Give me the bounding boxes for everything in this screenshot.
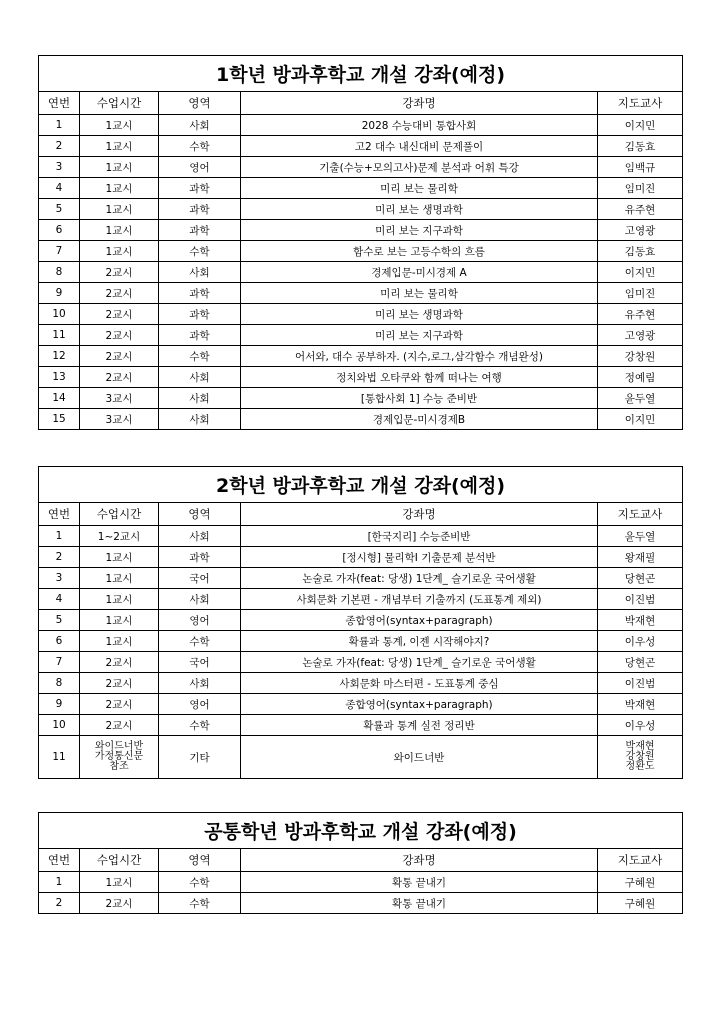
cell-teacher: 이진범 xyxy=(598,673,683,694)
table-row xyxy=(39,893,683,914)
cell-subject: 영어 xyxy=(159,157,241,178)
table-row xyxy=(39,694,683,715)
table-row xyxy=(39,736,683,779)
cell-course: [정시형] 물리학Ⅰ 기출문제 분석반 xyxy=(241,547,598,568)
table-row xyxy=(39,346,683,367)
cell-teacher: 정예림 xyxy=(598,367,683,388)
column-header-period: 수업시간 xyxy=(80,849,159,872)
cell-course: 사회문화 마스터편 - 도표통계 중심 xyxy=(241,673,598,694)
cell-course: 경제입문-미시경제 A xyxy=(241,262,598,283)
column-header-course: 강좌명 xyxy=(241,849,598,872)
column-header-teacher: 지도교사 xyxy=(598,503,683,526)
cell-teacher: 박재현 xyxy=(598,694,683,715)
cell-number: 11 xyxy=(39,325,80,346)
cell-subject: 수학 xyxy=(159,631,241,652)
cell-teacher: 왕재필 xyxy=(598,547,683,568)
cell-period: 와이드너반 가정통신문 참조 xyxy=(80,736,159,779)
cell-subject: 사회 xyxy=(159,589,241,610)
cell-course: [한국지리] 수능준비반 xyxy=(241,526,598,547)
cell-course: 확률과 통계, 이젠 시작해야지? xyxy=(241,631,598,652)
cell-number: 1 xyxy=(39,115,80,136)
cell-number: 9 xyxy=(39,283,80,304)
table-row xyxy=(39,526,683,547)
cell-period: 2교시 xyxy=(80,673,159,694)
cell-course: 2028 수능대비 통합사회 xyxy=(241,115,598,136)
cell-period: 1교시 xyxy=(80,157,159,178)
cell-subject: 사회 xyxy=(159,409,241,430)
cell-subject: 사회 xyxy=(159,115,241,136)
table-row xyxy=(39,673,683,694)
column-header-number: 연번 xyxy=(39,503,80,526)
cell-teacher: 고영광 xyxy=(598,220,683,241)
cell-course: 경제입문-미시경제B xyxy=(241,409,598,430)
cell-number: 8 xyxy=(39,262,80,283)
column-header-period: 수업시간 xyxy=(80,92,159,115)
cell-period: 1교시 xyxy=(80,115,159,136)
column-header-subject: 영역 xyxy=(159,849,241,872)
table-row xyxy=(39,325,683,346)
cell-number: 7 xyxy=(39,241,80,262)
cell-course: 미리 보는 생명과학 xyxy=(241,304,598,325)
cell-period: 1교시 xyxy=(80,178,159,199)
cell-period: 1교시 xyxy=(80,610,159,631)
cell-subject: 사회 xyxy=(159,673,241,694)
cell-teacher: 임미진 xyxy=(598,283,683,304)
table-row xyxy=(39,872,683,893)
column-header-subject: 영역 xyxy=(159,92,241,115)
cell-teacher: 구혜원 xyxy=(598,872,683,893)
cell-number: 4 xyxy=(39,178,80,199)
cell-course: [통합사회 1] 수능 준비반 xyxy=(241,388,598,409)
cell-subject: 과학 xyxy=(159,199,241,220)
table-row xyxy=(39,715,683,736)
cell-subject: 사회 xyxy=(159,388,241,409)
table-row xyxy=(39,652,683,673)
cell-number: 6 xyxy=(39,631,80,652)
cell-course: 미리 보는 지구과학 xyxy=(241,325,598,346)
table-row xyxy=(39,283,683,304)
column-header-course: 강좌명 xyxy=(241,92,598,115)
cell-teacher: 구혜원 xyxy=(598,893,683,914)
cell-teacher: 이진범 xyxy=(598,589,683,610)
table-row xyxy=(39,178,683,199)
cell-period: 2교시 xyxy=(80,346,159,367)
cell-number: 9 xyxy=(39,694,80,715)
cell-number: 2 xyxy=(39,136,80,157)
cell-period: 2교시 xyxy=(80,893,159,914)
cell-subject: 사회 xyxy=(159,262,241,283)
cell-period: 1교시 xyxy=(80,220,159,241)
cell-course: 논술로 가자(feat: 당생) 1단계_ 슬기로운 국어생활 xyxy=(241,568,598,589)
cell-course: 와이드너반 xyxy=(241,736,598,779)
cell-period: 1교시 xyxy=(80,631,159,652)
cell-period: 1교시 xyxy=(80,589,159,610)
cell-subject: 과학 xyxy=(159,283,241,304)
column-header-period: 수업시간 xyxy=(80,503,159,526)
cell-teacher: 임미진 xyxy=(598,178,683,199)
table-row xyxy=(39,199,683,220)
cell-number: 12 xyxy=(39,346,80,367)
cell-number: 1 xyxy=(39,526,80,547)
cell-period: 1교시 xyxy=(80,568,159,589)
cell-period: 2교시 xyxy=(80,652,159,673)
cell-course: 미리 보는 지구과학 xyxy=(241,220,598,241)
column-header-teacher: 지도교사 xyxy=(598,92,683,115)
cell-number: 1 xyxy=(39,872,80,893)
cell-period: 2교시 xyxy=(80,325,159,346)
table-row xyxy=(39,241,683,262)
cell-number: 6 xyxy=(39,220,80,241)
cell-course: 미리 보는 생명과학 xyxy=(241,199,598,220)
cell-teacher: 당현곤 xyxy=(598,652,683,673)
cell-number: 10 xyxy=(39,715,80,736)
cell-subject: 사회 xyxy=(159,367,241,388)
cell-teacher: 유주현 xyxy=(598,199,683,220)
grade1-table-title: 1학년 방과후학교 개설 강좌(예정) xyxy=(39,56,683,92)
cell-period: 2교시 xyxy=(80,304,159,325)
cell-teacher: 윤두열 xyxy=(598,388,683,409)
cell-teacher: 이지민 xyxy=(598,115,683,136)
cell-teacher: 이우성 xyxy=(598,715,683,736)
table-row xyxy=(39,409,683,430)
cell-teacher: 이우성 xyxy=(598,631,683,652)
column-header-number: 연번 xyxy=(39,92,80,115)
cell-number: 2 xyxy=(39,547,80,568)
table-row xyxy=(39,547,683,568)
cell-number: 10 xyxy=(39,304,80,325)
cell-period: 1교시 xyxy=(80,241,159,262)
cell-teacher: 윤두열 xyxy=(598,526,683,547)
column-header-course: 강좌명 xyxy=(241,503,598,526)
table-row xyxy=(39,115,683,136)
cell-number: 8 xyxy=(39,673,80,694)
cell-number: 3 xyxy=(39,157,80,178)
cell-teacher: 임백규 xyxy=(598,157,683,178)
table-row xyxy=(39,220,683,241)
cell-course: 함수로 보는 고등수학의 흐름 xyxy=(241,241,598,262)
cell-subject: 과학 xyxy=(159,304,241,325)
cell-subject: 수학 xyxy=(159,346,241,367)
cell-subject: 영어 xyxy=(159,610,241,631)
cell-subject: 기타 xyxy=(159,736,241,779)
cell-number: 14 xyxy=(39,388,80,409)
cell-teacher: 김동효 xyxy=(598,241,683,262)
cell-subject: 영어 xyxy=(159,694,241,715)
table-row xyxy=(39,610,683,631)
cell-period: 2교시 xyxy=(80,367,159,388)
grade2-table-body xyxy=(39,526,683,779)
cell-subject: 수학 xyxy=(159,241,241,262)
cell-course: 미리 보는 물리학 xyxy=(241,283,598,304)
cell-number: 4 xyxy=(39,589,80,610)
column-header-teacher: 지도교사 xyxy=(598,849,683,872)
cell-course: 종합영어(syntax+paragraph) xyxy=(241,694,598,715)
cell-period: 3교시 xyxy=(80,409,159,430)
cell-subject: 국어 xyxy=(159,652,241,673)
cell-period: 2교시 xyxy=(80,262,159,283)
cell-teacher: 고영광 xyxy=(598,325,683,346)
cell-number: 7 xyxy=(39,652,80,673)
cell-teacher: 박재현 xyxy=(598,610,683,631)
common-grade-table xyxy=(38,812,683,914)
table-row xyxy=(39,367,683,388)
cell-subject: 수학 xyxy=(159,136,241,157)
grade2-table xyxy=(38,466,683,779)
cell-subject: 수학 xyxy=(159,893,241,914)
cell-course: 기출(수능+모의고사)문제 분석과 어휘 특강 xyxy=(241,157,598,178)
cell-subject: 과학 xyxy=(159,547,241,568)
cell-teacher: 박재현 강창원 정환도 xyxy=(598,736,683,779)
grade1-table xyxy=(38,55,683,430)
cell-subject: 사회 xyxy=(159,526,241,547)
cell-teacher: 유주현 xyxy=(598,304,683,325)
cell-subject: 과학 xyxy=(159,220,241,241)
grade2-table-title: 2학년 방과후학교 개설 강좌(예정) xyxy=(39,467,683,503)
table-row xyxy=(39,388,683,409)
cell-course: 고2 대수 내신대비 문제풀이 xyxy=(241,136,598,157)
cell-period: 1교시 xyxy=(80,872,159,893)
column-header-subject: 영역 xyxy=(159,503,241,526)
cell-course: 정치와법 오타쿠와 함께 떠나는 여행 xyxy=(241,367,598,388)
table-row xyxy=(39,631,683,652)
cell-subject: 수학 xyxy=(159,715,241,736)
cell-teacher: 강창원 xyxy=(598,346,683,367)
cell-subject: 과학 xyxy=(159,178,241,199)
cell-period: 2교시 xyxy=(80,283,159,304)
cell-teacher: 이지민 xyxy=(598,262,683,283)
cell-subject: 과학 xyxy=(159,325,241,346)
table-row xyxy=(39,136,683,157)
table-row xyxy=(39,262,683,283)
cell-course: 확률과 통계 실전 정리반 xyxy=(241,715,598,736)
cell-course: 확통 끝내기 xyxy=(241,872,598,893)
cell-period: 3교시 xyxy=(80,388,159,409)
cell-period: 2교시 xyxy=(80,715,159,736)
cell-number: 13 xyxy=(39,367,80,388)
cell-teacher: 이지민 xyxy=(598,409,683,430)
cell-number: 5 xyxy=(39,610,80,631)
cell-number: 3 xyxy=(39,568,80,589)
table-row xyxy=(39,589,683,610)
cell-period: 1교시 xyxy=(80,136,159,157)
cell-number: 5 xyxy=(39,199,80,220)
cell-number: 15 xyxy=(39,409,80,430)
cell-period: 2교시 xyxy=(80,694,159,715)
cell-teacher: 당현곤 xyxy=(598,568,683,589)
cell-course: 사회문화 기본편 - 개념부터 기출까지 (도표통계 제외) xyxy=(241,589,598,610)
cell-number: 11 xyxy=(39,736,80,779)
cell-teacher: 김동효 xyxy=(598,136,683,157)
common-grade-table-body xyxy=(39,872,683,914)
common-grade-table-title: 공통학년 방과후학교 개설 강좌(예정) xyxy=(39,813,683,849)
cell-period: 1교시 xyxy=(80,199,159,220)
cell-course: 미리 보는 물리학 xyxy=(241,178,598,199)
cell-period: 1교시 xyxy=(80,547,159,568)
table-row xyxy=(39,304,683,325)
cell-course: 어서와, 대수 공부하자. (지수,로그,삼각함수 개념완성) xyxy=(241,346,598,367)
cell-subject: 국어 xyxy=(159,568,241,589)
cell-period: 1~2교시 xyxy=(80,526,159,547)
grade1-table-body xyxy=(39,115,683,430)
table-row xyxy=(39,157,683,178)
cell-subject: 수학 xyxy=(159,872,241,893)
column-header-number: 연번 xyxy=(39,849,80,872)
cell-course: 종합영어(syntax+paragraph) xyxy=(241,610,598,631)
table-row xyxy=(39,568,683,589)
cell-number: 2 xyxy=(39,893,80,914)
cell-course: 논술로 가자(feat: 당생) 1단계_ 슬기로운 국어생활 xyxy=(241,652,598,673)
cell-course: 확통 끝내기 xyxy=(241,893,598,914)
